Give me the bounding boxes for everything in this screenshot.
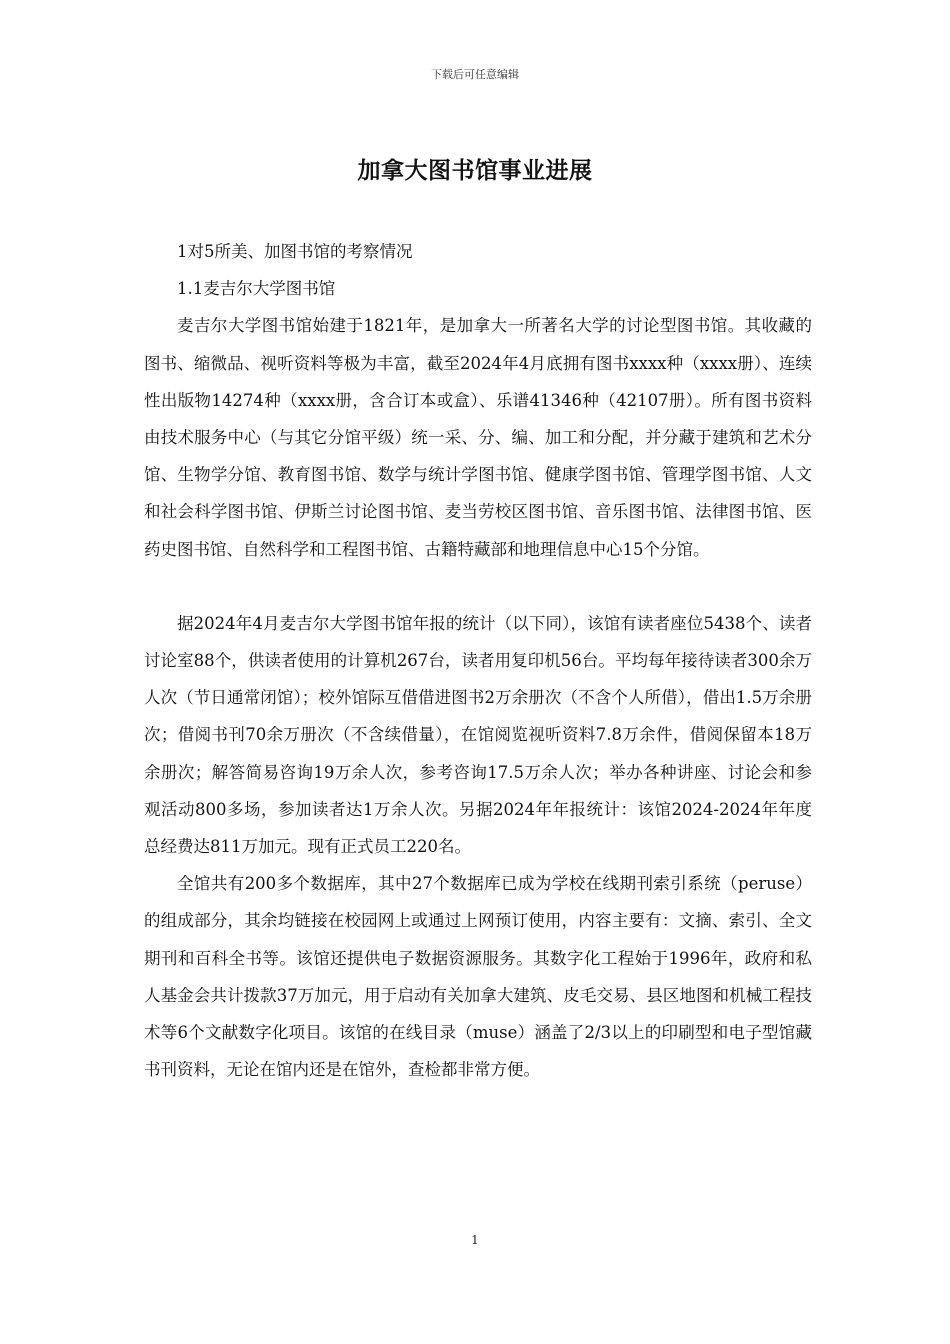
paragraph-collection: 麦吉尔大学图书馆始建于1821年，是加拿大一所著名大学的讨论型图书馆。其收藏的图书、缩微品、视听资料等极为丰富，截至2024年4月底拥有图书xxxx种（xxxx册）、连续性出版物14274种（xxxx册，含合订本或盒）、乐谱41346种（42107册）。所有图书资料由技术服务中心（与其它分馆平级）统一采、分、编、加工和分配，并分藏于建筑和艺术分馆、生物学分馆、教育图书馆、数学与统计学图书馆、健康学图书馆、管理学图书馆、人文和社会科学图书馆、伊斯兰讨论图书馆、麦当劳校区图书馆、音乐图书馆、法律图书馆、医药史图书馆、自然科学和工程图书馆、古籍特藏部和地理信息中心15个分馆。 <box>144 316 812 559</box>
page-number: 1 <box>471 1233 479 1247</box>
header-note: 下载后可任意编辑 <box>431 68 519 81</box>
section-heading: 1对5所美、加图书馆的考察情况 <box>177 242 413 261</box>
document-title: 加拿大图书馆事业进展 <box>357 158 593 184</box>
subsection-heading: 1.1麦吉尔大学图书馆 <box>177 279 336 299</box>
paragraph-databases: 全馆共有200多个数据库，其中27个数据库已成为学校在线期刊索引系统（peruse）的组成部分，其余均链接在校园网上或通过上网预订使用，内容主要有：文摘、索引、全文期刊和百科全书等。该馆还提供电子数据资源服务。其数字化工程始于1996年，政府和私人基金会共计拨款37万加元，用于启动有关加拿大建筑、皮毛交易、县区地图和机械工程技术等6个文献数字化项目。该馆的在线目录（muse）涵盖了2/3以上的印刷型和电子型馆藏书刊资料，无论在馆内还是在馆外，查检都非常方便。 <box>144 874 812 1080</box>
paragraph-statistics: 据2024年4月麦吉尔大学图书馆年报的统计（以下同），该馆有读者座位5438个、读者讨论室88个，供读者使用的计算机267台，读者用复印机56台。平均每年接待读者300余万人次（节日通常闭馆）；校外馆际互借借进图书2万余册次（不含个人所借），借出1.5万余册次；借阅书刊70余万册次（不含续借量），在馆阅览视听资料7.8万余件，借阅保留本18万余册次；解答简易咨询19万余人次，参考咨询17.5万余人次；举办各种讲座、讨论会和参观活动800多场，参加读者达1万余人次。另据2024年年报统计：该馆2024-2024年年度总经费达811万加元。现有正式员工220名。 <box>144 613 812 857</box>
document-body <box>144 233 812 1088</box>
